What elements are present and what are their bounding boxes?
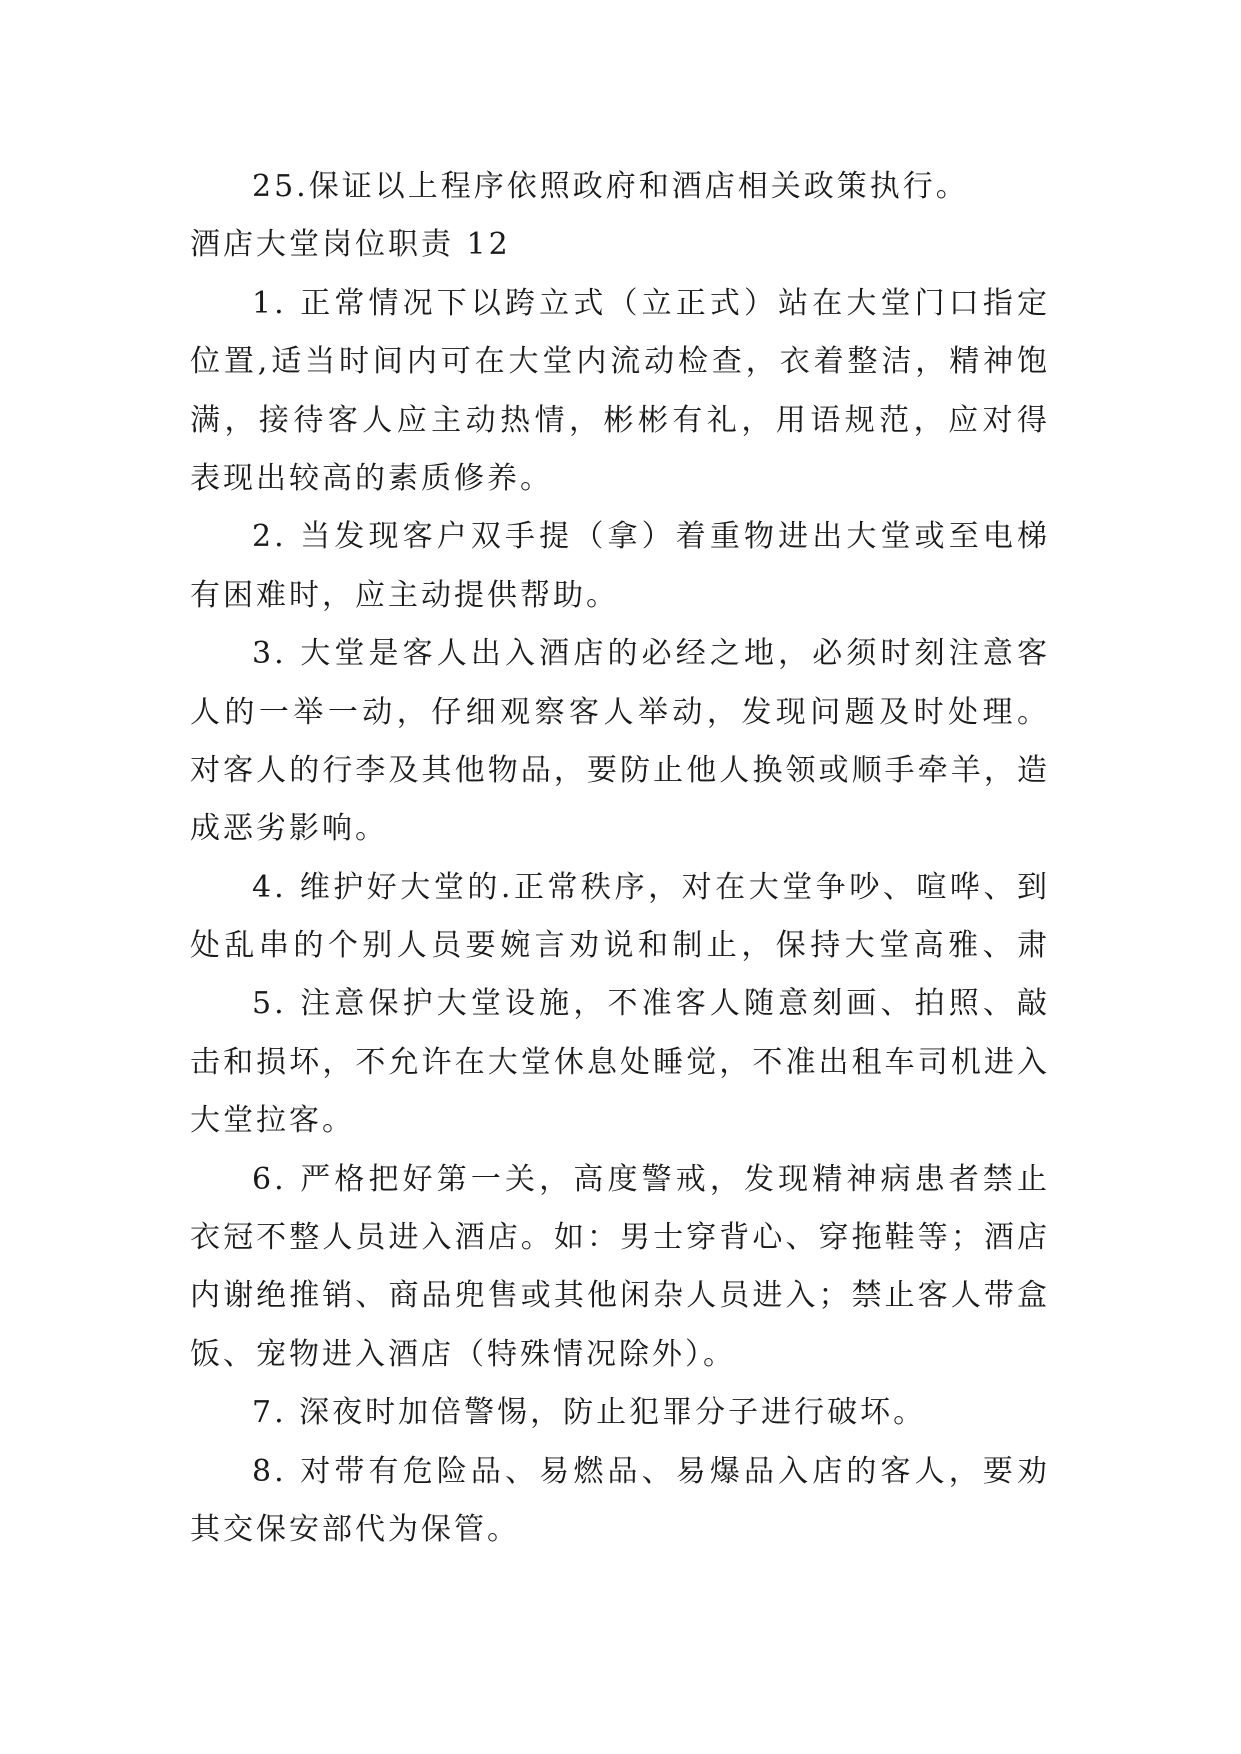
document-body [190, 158, 1050, 1559]
text-line: 有困难时，应主动提供帮助。 [190, 577, 619, 613]
text-line: 位置,适当时间内可在大堂内流动检查，衣着整洁，精神饱 [190, 344, 1050, 380]
text-line: 1. 正常情况下以跨立式（立正式）站在大堂门口指定 [252, 285, 1050, 321]
text-line: 大堂拉客。 [190, 1103, 355, 1139]
text-line: 2. 当发现客户双手提（拿）着重物进出大堂或至电梯 [252, 519, 1050, 555]
text-line: 饭、宠物进入酒店（特殊情况除外）。 [190, 1336, 736, 1372]
text-line: 对客人的行李及其他物品，要防止他人换领或顺手牵羊，造 [190, 752, 1050, 788]
text-line: 25.保证以上程序依照政府和酒店相关政策执行。 [252, 169, 969, 204]
text-line: 3. 大堂是客人出入酒店的必经之地，必须时刻注意客 [252, 636, 1050, 672]
text-line: 4. 维护好大堂的.正常秩序，对在大堂争吵、喧哗、到 [252, 869, 1050, 905]
text-line: 衣冠不整人员进入酒店。如：男士穿背心、穿拖鞋等；酒店 [190, 1220, 1050, 1256]
text-line: 成恶劣影响。 [190, 811, 388, 847]
section-heading: 酒店大堂岗位职责 12 [190, 227, 511, 263]
text-line: 满，接待客人应主动热情，彬彬有礼，用语规范，应对得 [190, 402, 1050, 438]
text-line: 处乱串的个别人员要婉言劝说和制止，保持大堂高雅、肃 [190, 928, 1050, 964]
text-line: 8. 对带有危险品、易燃品、易爆品入店的客人，要劝 [252, 1453, 1050, 1489]
text-line: 内谢绝推销、商品兜售或其他闲杂人员进入；禁止客人带盒 [190, 1278, 1050, 1314]
text-line: 击和损坏，不允许在大堂休息处睡觉，不准出租车司机进入 [190, 1044, 1050, 1080]
text-line: 其交保安部代为保管。 [190, 1511, 520, 1547]
text-line: 5. 注意保护大堂设施，不准客人随意刻画、拍照、敲 [252, 986, 1050, 1022]
text-line: 6. 严格把好第一关，高度警戒，发现精神病患者禁止 [252, 1161, 1050, 1197]
text-line: 7. 深夜时加倍警惕，防止犯罪分子进行破坏。 [252, 1395, 927, 1431]
text-line: 表现出较高的素质修养。 [190, 460, 553, 496]
text-line: 人的一举一动，仔细观察客人举动，发现问题及时处理。 [190, 694, 1050, 730]
